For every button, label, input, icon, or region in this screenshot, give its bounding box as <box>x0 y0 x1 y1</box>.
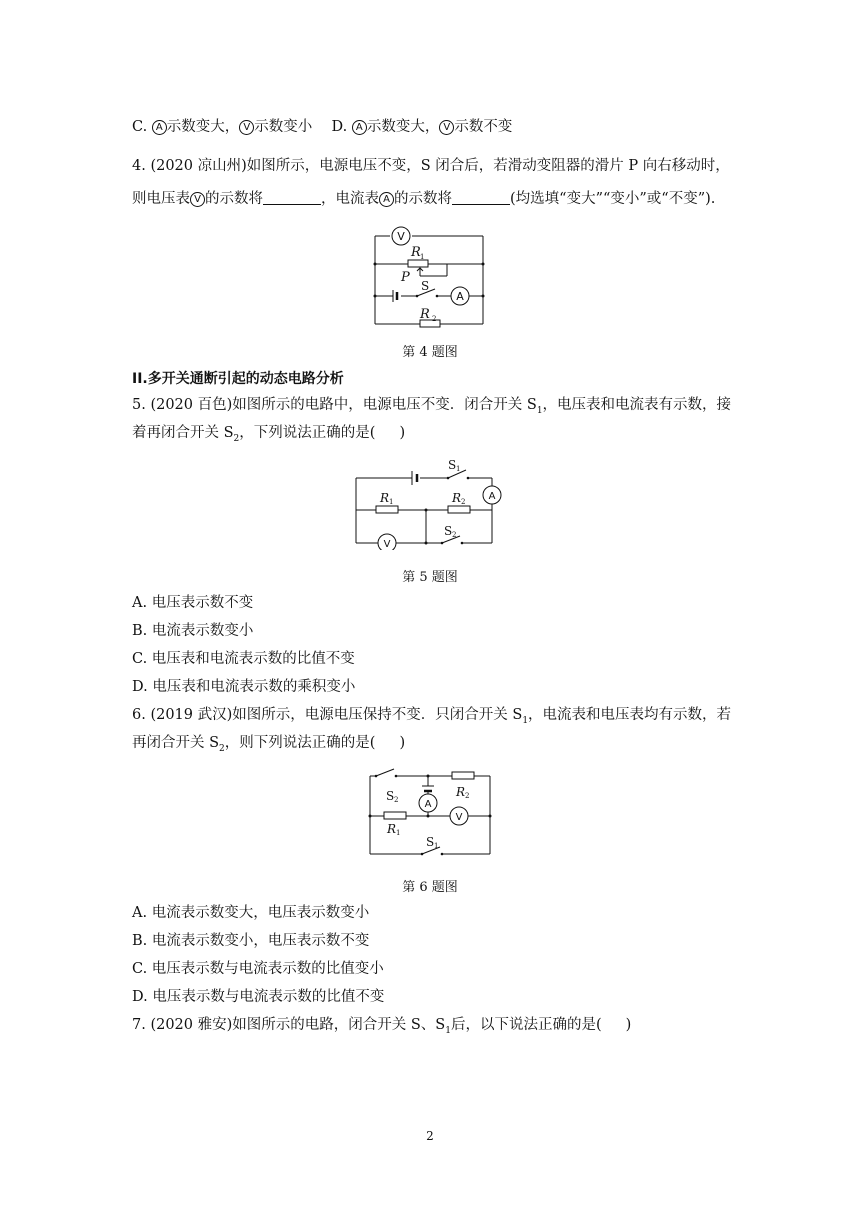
q6-option-d[interactable]: D. 电压表示数与电流表示数的比值不变 <box>132 989 385 1005</box>
q4-line-1: 4. (2020 凉山州)如图所示，电源电压不变，S 闭合后，若滑动变阻器的滑片 P 向右移动时， <box>132 158 730 174</box>
q4-text-d: 的示数将 <box>394 191 452 207</box>
voltmeter-symbol: V <box>239 120 254 135</box>
q4-text-b: 的示数将 <box>205 191 263 207</box>
section-title: II.多开关通断引起的动态电路分析 <box>132 371 344 387</box>
q3-options-cd <box>132 117 512 137</box>
q4-line-2 <box>132 189 715 209</box>
q6-sub-2: 2 <box>219 743 225 754</box>
r2-subscript: 2 <box>465 792 470 800</box>
option-d-text-1: 示数变大， <box>366 119 440 135</box>
q5-line-1 <box>132 395 731 421</box>
s2-label: S <box>444 524 453 538</box>
q7-sub-1: 1 <box>445 1025 451 1036</box>
s2-subscript: 2 <box>452 531 457 539</box>
q5-option-d[interactable]: D. 电压表和电流表示数的乘积变小 <box>132 679 356 695</box>
s1-subscript: 1 <box>434 842 439 850</box>
q6-option-c[interactable]: C. 电压表示数与电流表示数的比值变小 <box>132 961 384 977</box>
q5-sub-2: 2 <box>233 433 240 444</box>
q6-line-1 <box>132 705 731 731</box>
q4-text-e: (均选填“变大”“变小”或“不变”). <box>510 191 716 207</box>
r1-subscript: 1 <box>420 253 425 261</box>
q5-text-d: ，下列说法正确的是( <box>239 425 376 441</box>
q6-option-a[interactable]: A. 电流表示数变大，电压表示数变小 <box>132 905 370 921</box>
r2-label: R <box>452 491 462 505</box>
r2-label: R <box>420 307 430 322</box>
q5-caption: 第 5 题图 <box>402 570 458 585</box>
answer-blank-1[interactable] <box>263 190 321 205</box>
q5-line-2 <box>132 423 405 449</box>
page-number: 2 <box>426 1129 434 1143</box>
q6-text-c: 再闭合开关 S <box>132 735 220 751</box>
option-c-text-2: 示数变小 <box>254 119 313 135</box>
q6-text-b: ，电流表和电压表均有示数，若 <box>528 707 732 723</box>
q7-text-a: 7. (2020 雅安)如图所示的电路，闭合开关 S、S <box>132 1017 446 1033</box>
q5-option-a[interactable]: A. 电压表示数不变 <box>132 595 254 611</box>
r2-subscript: 2 <box>461 498 466 506</box>
voltmeter-label: V <box>455 812 463 823</box>
option-d-text-2: 示数不变 <box>454 119 513 135</box>
switch-s-label: S <box>421 279 430 293</box>
r1-subscript: 1 <box>389 498 394 506</box>
r2-label: R <box>456 785 466 799</box>
q5-option-c[interactable]: C. 电压表和电流表示数的比值不变 <box>132 651 355 667</box>
ammeter-label: A <box>424 799 432 810</box>
q5-text-c: 着再闭合开关 S <box>132 425 234 441</box>
option-c-text-1: 示数变大， <box>166 119 240 135</box>
s2-subscript: 2 <box>394 796 399 804</box>
q7-text-c: ) <box>625 1017 632 1033</box>
ammeter-symbol: A <box>152 120 167 135</box>
slider-p-label: P <box>401 270 410 285</box>
q6-circuit-diagram <box>360 764 500 860</box>
q5-circuit-diagram <box>350 458 510 550</box>
s1-label: S <box>426 835 435 849</box>
q5-text-b: ，电压表和电流表有示数，接 <box>542 397 732 413</box>
voltmeter-label: V <box>383 539 391 550</box>
q5-option-b[interactable]: B. 电流表示数变小 <box>132 623 254 639</box>
voltmeter-label: V <box>397 230 405 243</box>
r1-label: R <box>380 491 390 505</box>
ammeter-symbol: A <box>379 192 394 207</box>
q4-caption: 第 4 题图 <box>402 345 458 360</box>
voltmeter-symbol: V <box>190 192 205 207</box>
q4-text-a: 则电压表 <box>132 191 190 207</box>
q5-sub-1: 1 <box>536 405 543 416</box>
q5-text-a: 5. (2020 百色)如图所示的电路中，电源电压不变．闭合开关 S <box>132 397 537 413</box>
s1-subscript: 1 <box>456 465 461 473</box>
option-c-label: C. <box>132 119 148 135</box>
q4-circuit-diagram <box>365 224 495 332</box>
s2-label: S <box>386 789 395 803</box>
q6-caption: 第 6 题图 <box>402 880 458 895</box>
voltmeter-symbol: V <box>439 120 454 135</box>
answer-blank-2[interactable] <box>452 190 510 205</box>
s1-label: S <box>448 458 457 472</box>
q6-text-d: ，则下列说法正确的是( <box>224 735 376 751</box>
q7-text-b: 后，以下说法正确的是( <box>450 1017 602 1033</box>
q6-option-b[interactable]: B. 电流表示数变小，电压表示数不变 <box>132 933 370 949</box>
r1-label: R <box>387 822 397 836</box>
r1-label: R <box>411 245 421 260</box>
q5-text-e: ) <box>399 425 406 441</box>
q6-sub-1: 1 <box>522 715 529 726</box>
option-d-label: D. <box>331 119 348 135</box>
ammeter-label: A <box>456 290 464 303</box>
q7-line-1 <box>132 1015 631 1041</box>
ammeter-label: A <box>488 491 496 502</box>
ammeter-symbol: A <box>352 120 367 135</box>
q6-line-2 <box>132 733 405 759</box>
q4-text-c: ，电流表 <box>321 191 379 207</box>
q6-text-a: 6. (2019 武汉)如图所示，电源电压保持不变．只闭合开关 S <box>132 707 523 723</box>
r1-subscript: 1 <box>396 829 401 837</box>
r2-subscript: 2 <box>432 315 437 323</box>
q6-text-e: ) <box>399 735 406 751</box>
